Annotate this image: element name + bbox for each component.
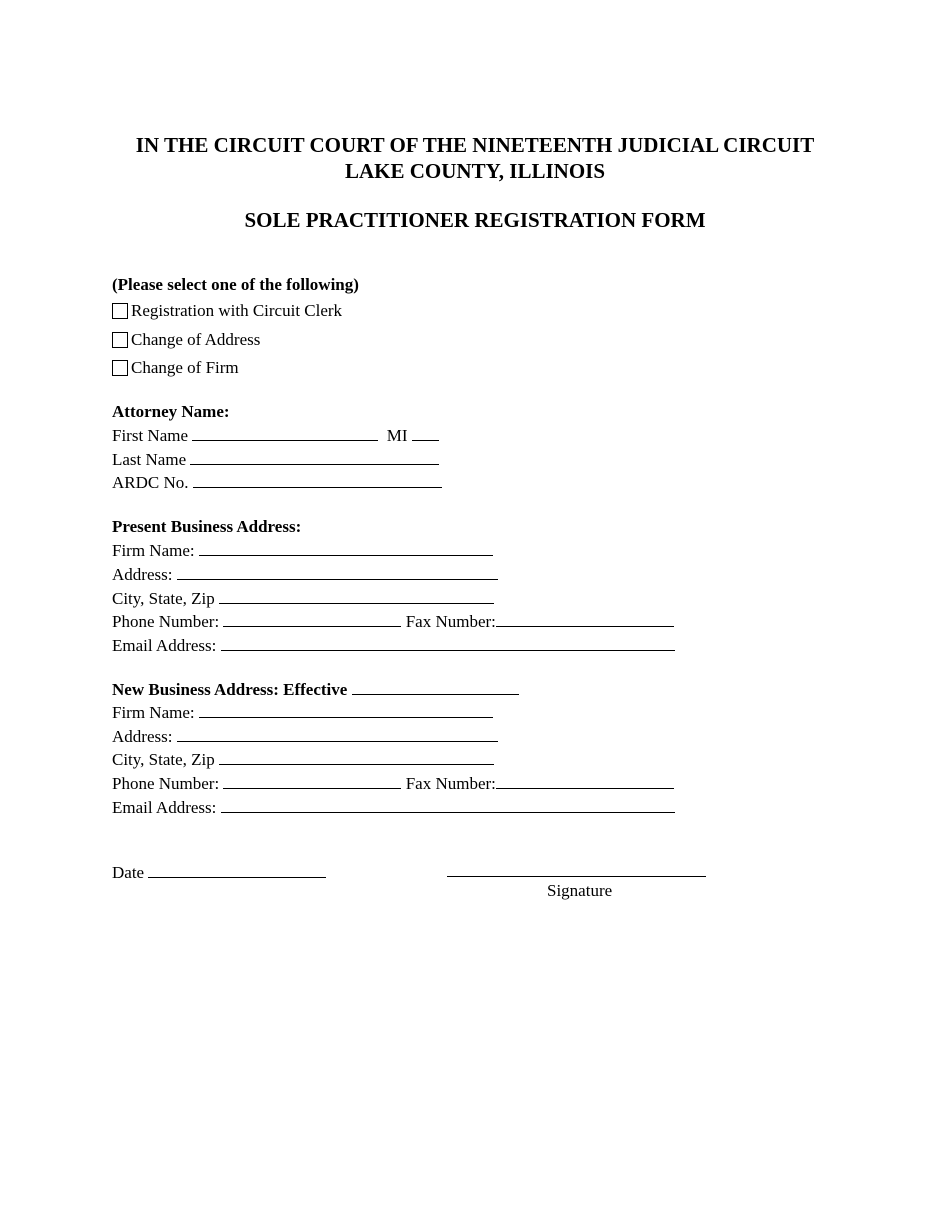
new-address-heading: New Business Address: Effective bbox=[112, 680, 348, 699]
new-address-row bbox=[112, 726, 498, 747]
date-label: Date bbox=[112, 863, 145, 882]
new-city-field[interactable] bbox=[219, 749, 494, 765]
selection-instruction: (Please select one of the following) bbox=[112, 275, 359, 294]
present-city-row bbox=[112, 588, 494, 609]
new-email-label: Email Address: bbox=[112, 798, 217, 817]
new-address-heading-row bbox=[112, 679, 519, 700]
court-title: IN THE CIRCUIT COURT OF THE NINETEENTH JUDICIAL CIRCUIT bbox=[135, 133, 815, 157]
new-phone-field[interactable] bbox=[223, 773, 401, 789]
new-fax-label: Fax Number: bbox=[405, 774, 496, 793]
signature-field[interactable] bbox=[447, 876, 706, 877]
last-name-field[interactable] bbox=[190, 449, 439, 465]
mi-label: MI bbox=[386, 426, 408, 445]
option-registration-row[interactable] bbox=[112, 301, 342, 321]
first-name-row bbox=[112, 425, 439, 446]
present-address-row bbox=[112, 564, 498, 585]
present-email-row bbox=[112, 635, 675, 656]
registration-checkbox[interactable] bbox=[112, 303, 128, 319]
new-address-field[interactable] bbox=[177, 726, 498, 742]
change-address-checkbox[interactable] bbox=[112, 332, 128, 348]
present-phone-label: Phone Number: bbox=[112, 612, 220, 631]
present-address-field[interactable] bbox=[177, 564, 498, 580]
option-change-address-row[interactable] bbox=[112, 330, 260, 350]
present-firm-field[interactable] bbox=[199, 540, 493, 556]
present-address-heading: Present Business Address: bbox=[112, 517, 302, 536]
change-firm-checkbox[interactable] bbox=[112, 360, 128, 376]
signature-label: Signature bbox=[547, 881, 613, 900]
new-firm-field[interactable] bbox=[199, 702, 493, 718]
new-phone-label: Phone Number: bbox=[112, 774, 220, 793]
present-email-field[interactable] bbox=[221, 635, 675, 651]
mi-field[interactable] bbox=[412, 425, 439, 441]
present-firm-row bbox=[112, 540, 493, 561]
new-email-field[interactable] bbox=[221, 797, 675, 813]
present-firm-label: Firm Name: bbox=[112, 541, 195, 560]
change-address-option-label: Change of Address bbox=[131, 330, 261, 349]
present-fax-field[interactable] bbox=[496, 611, 674, 627]
attorney-heading: Attorney Name: bbox=[112, 402, 230, 421]
ardc-label: ARDC No. bbox=[112, 473, 189, 492]
last-name-row bbox=[112, 449, 439, 470]
date-field[interactable] bbox=[148, 862, 326, 878]
present-city-field[interactable] bbox=[219, 588, 494, 604]
new-fax-field[interactable] bbox=[496, 773, 674, 789]
present-address-label: Address: bbox=[112, 565, 173, 584]
first-name-field[interactable] bbox=[192, 425, 378, 441]
new-city-label: City, State, Zip bbox=[112, 750, 215, 769]
registration-option-label: Registration with Circuit Clerk bbox=[131, 301, 343, 320]
first-name-label: First Name bbox=[112, 426, 189, 445]
effective-date-field[interactable] bbox=[352, 679, 519, 695]
date-row bbox=[112, 862, 326, 883]
change-firm-option-label: Change of Firm bbox=[131, 358, 239, 377]
ardc-field[interactable] bbox=[193, 472, 442, 488]
present-phone-field[interactable] bbox=[223, 611, 401, 627]
present-fax-label: Fax Number: bbox=[405, 612, 496, 631]
ardc-row bbox=[112, 472, 442, 493]
new-email-row bbox=[112, 797, 675, 818]
new-city-row bbox=[112, 749, 494, 770]
form-title: SOLE PRACTITIONER REGISTRATION FORM bbox=[244, 208, 706, 232]
present-city-label: City, State, Zip bbox=[112, 589, 215, 608]
last-name-label: Last Name bbox=[112, 450, 187, 469]
new-firm-row bbox=[112, 702, 493, 723]
option-change-firm-row[interactable] bbox=[112, 358, 239, 378]
county-title: LAKE COUNTY, ILLINOIS bbox=[344, 159, 606, 183]
present-email-label: Email Address: bbox=[112, 636, 217, 655]
new-phone-row bbox=[112, 773, 674, 794]
new-firm-label: Firm Name: bbox=[112, 703, 195, 722]
new-address-label: Address: bbox=[112, 727, 173, 746]
present-phone-row bbox=[112, 611, 674, 632]
